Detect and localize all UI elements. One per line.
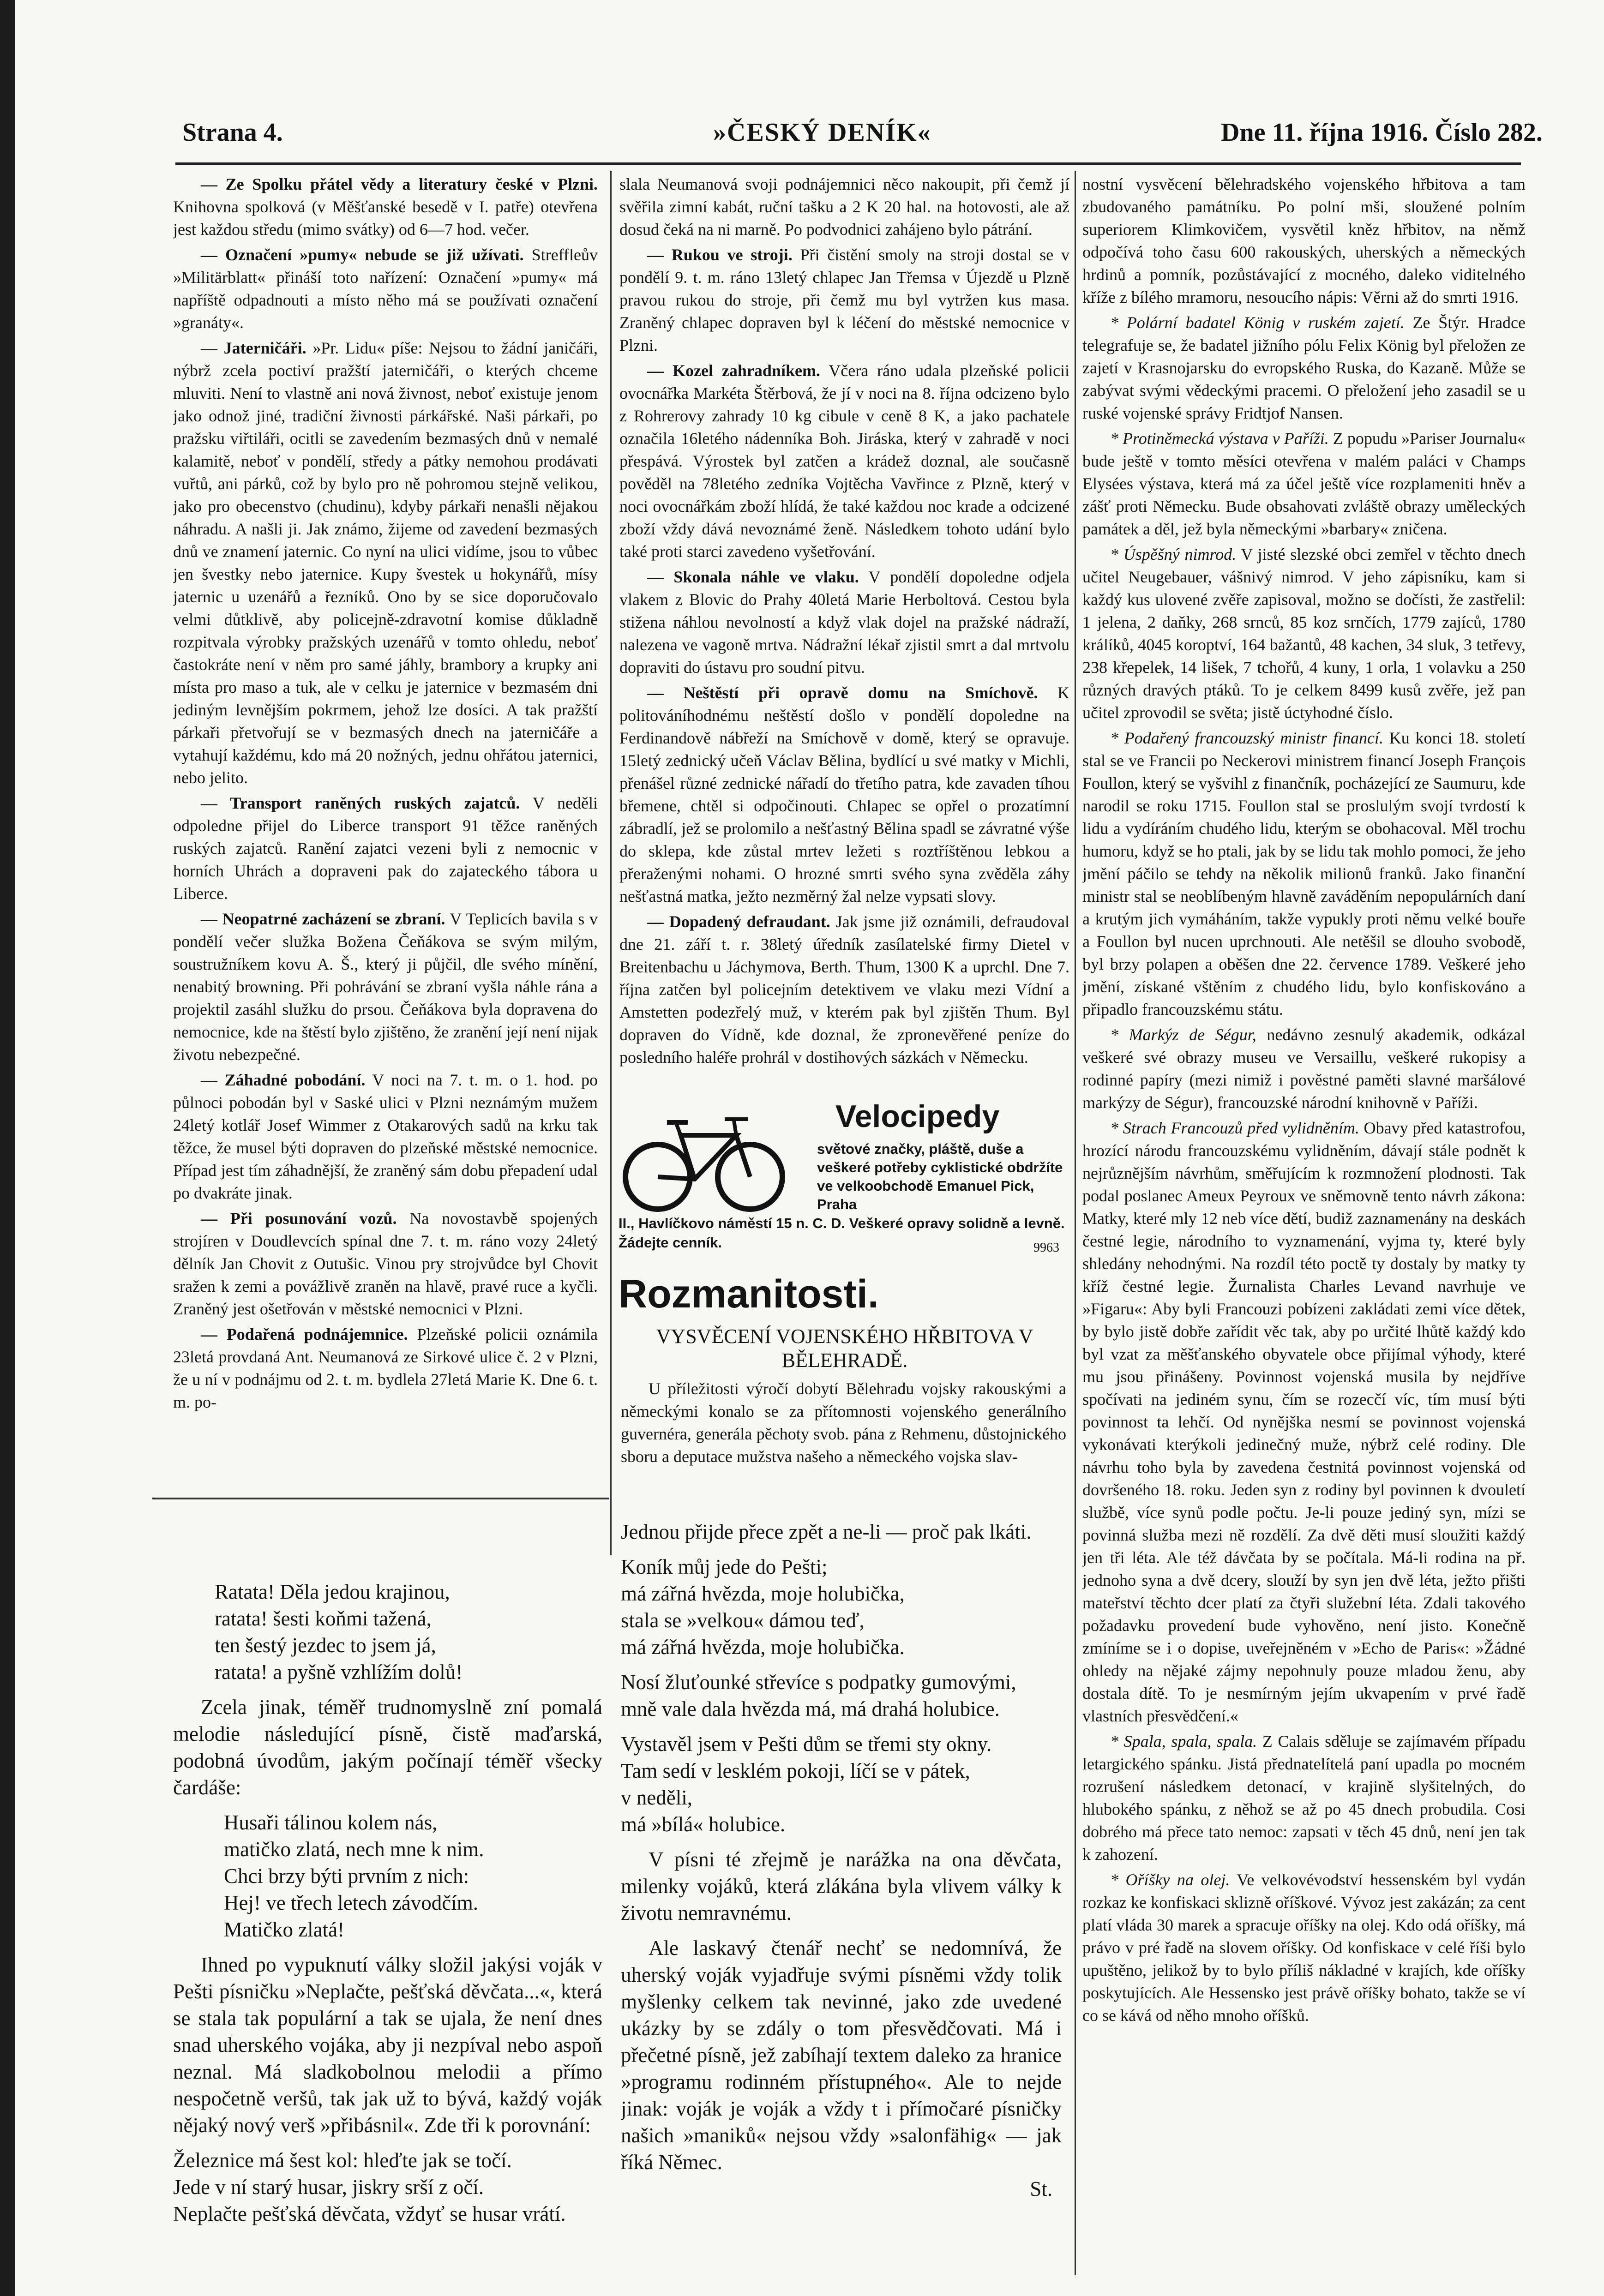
news-item: — Rukou ve stroji. Při čistění smoly na stroji dostal se v pondělí 9. t. m. ráno 13letý chlapec Jan Třemsa v Újezdě u Plzně pravou rukou do stroje, při čemž mu byl vytržen kus masa. Zraněný chlapec dopraven byl k léčení do městské nemocnice v Plzni. — [619, 246, 1069, 354]
section-title: Rozmanitosti. — [619, 1272, 879, 1316]
song-stanza: Vystavěl jsem v Pešti dům se třemi sty okny. Tam sedí v lesklém pokoji, líčí se v pátek, v neděli, má »bílá« holubice. — [621, 1732, 992, 1836]
bicycle-advertisement — [619, 1098, 1069, 1265]
ad-text: světové značky, pláště, duše a veškeré potřeby cyklistické obdržíte ve velkoobchodě Emanuel Pick, Praha — [817, 1141, 1063, 1212]
news-item: — Při posunování vozů. Na novostavbě spojených strojíren v Doudlevcích spínal dne 7. t. m. ráno vozy 24letý dělník Jan Chovit z Outušic. Vinou pry strojvůdce byl Chovit sražen k zemi a povážlivě zraněn na hlavě, pravé ruce a kyčli. Zraněný jest ošetřován v městské nemocnici v Plzni. — [173, 1209, 598, 1318]
news-item: — Skonala náhle ve vlaku. V pondělí dopoledne odjela vlakem z Blovic do Prahy 40letá Marie Herboltová. Cestou byla stižena náhlou nevolností a když vlak dojel na pražské nádraží, nalezena ve vagoně mrtva. Nádražní lékař zjistil smrt a dal mrtvolu dopraviti do ústavu pro soudní pitvu. — [619, 568, 1069, 677]
news-column-2 — [619, 173, 1069, 1115]
news-item: * Úspěšný nimrod. V jisté slezské obci zemřel v těchto dnech učitel Neugebauer, vášnivý nimrod. V jeho zápisníku, kam si každý kus ulovené zvěře zapisoval, možno se dočísti, že zastřelil: 1 jelena, 2 daňky, 268 srnců, 85 koz srnčích, 1779 zajíců, 1780 králíků, 4045 koroptví, 164 bažantů, 48 kachen, 34 sluk, 3 tetřevy, 238 křepelek, 14 lišek, 7 tchořů, 4 kuny, 1 orla, 1 volavku a 250 různých dravých ptáků. To je celkem 8499 kusů zvěře, jež pan učitel zprovodil se světa; jistě úctyhodné číslo. — [1082, 545, 1526, 722]
scan-edge — [0, 0, 15, 2296]
article-paragraph: Ale laskavý čtenář nechť se nedomnívá, že uherský voják vyjadřuje svými písněmi vždy tolik myšlenky celkem tak nevinné, jako zde uvedené ukázky by se zdály o tom přesvědčovati. Má i přečetné písně, jež zabíhají textem daleko za hranice »programu rodinném přístupného«. Ale to nejde jinak: voják je voják a vždy t i přímočaré písničky našich »maniků« nejsou vždy »salonfähig« — jak říká Němec. — [621, 1936, 1062, 2174]
news-item: * Markýz de Ségur, nedávno zesnulý akademik, odkázal veškeré své obrazy museu ve Versaillu, veškeré rukopisy a rodinné papíry (mezi nimiž i pověstné paměti slavné maršálové markýzy de Ségur), francouzské národní knihovně v Paříži. — [1082, 1025, 1526, 1112]
news-item: slala Neumanová svoji podnájemnici něco nakoupit, při čemž jí svěřila zimní kabát, ruční tašku a 2 K 20 hal. na hotovosti, ale až dosud čeká na ni marně. Po podvodnici zahájeno bylo pátrání. — [619, 175, 1069, 239]
news-item: * Spala, spala, spala. Z Calais sděluje se zajímavém případu letargického spánku. Jistá přednatelítelá paní upadla po mocném rozrušení následkem detonací, v krajině slyšitelných, do hlubokého spánku, z něhož se až po 45 dnech probudila. Cosi dobrého má přece tato nemoc: zapsati v těch 45 dnů, není jen tak k zahození. — [1082, 1732, 1526, 1864]
newspaper-title: »ČESKÝ DENÍK« — [713, 118, 931, 147]
news-item: * Podařený francouzský ministr financí. Ku konci 18. století stal se ve Francii po Neckerovi ministrem financí Joseph François Foullon, který se vyšvihl z finančník, pocházející ze Saumuru, kde narodil se roku 1715. Foullon stal se proslulým svojí tvrdostí k lidu a vydíráním chudého lidu, kterým se obohacoval. Měl trochu humoru, když se ho ptali, jak by se lidu tak mohlo pomoci, že jeho jmění páčilo se tehdy na několik milionů franků. Jako finanční ministr stal se neoblíbeným hlavně zaváděním nepopulárních daní a krutým jich vymáháním, takže vypukly proti němu velké bouře a Foullon byl nucen uprchnouti. Ale netěšil se dlouho svobodě, byl brzy polapen a oběšen dne 22. července 1789. Veškeré jeho jmění, získané vštěním z chudého lidu, bylo konfiskováno a připadlo francouzskému státu. — [1082, 729, 1526, 1019]
news-column-1 — [173, 173, 598, 1481]
page-number: Strana 4. — [182, 118, 283, 147]
news-item: — Ze Spolku přátel vědy a literatury české v Plzni. Knihovna spolková (v Měšťanské besedě v I. patře) otevřena jest každou středu (mimo svátky) od 6—7 hod. večer. — [173, 175, 598, 239]
news-item: — Kozel zahradníkem. Včera ráno udala plzeňské policii ovocnářka Markéta Štěrbová, že jí v noci na 8. října odcizeno bylo z Rohrerovy zahrady 10 kg cibule v ceně 8 K, a jako pachatele označila 16letého nádenníka Boh. Jiráska, který v zahradě v noci přespává. Výrostek byl zatčen a krádež doznal, ale současně pověděl na 78letého zedníka Vojtěcha Vavřince z Plzně, který v noci ovocnářkám zboží hlídá, že také každou noc krade a odcizené zboží vždy dává nevoznámé ženě. Následkem tohoto udání bylo také proti starci zavedeno vyšetřování. — [619, 361, 1069, 561]
bicycle-icon — [621, 1103, 787, 1214]
news-item: — Dopadený defraudant. Jak jsme již oznámili, defraudoval dne 21. září t. r. 38letý úředník zasílatelské firmy Dietel v Breitenbachu u Jáchymova, Berth. Thum, 1300 K a uprchl. Dne 7. října zatčen byl policejním detektivem ve vlaku mezi Vídní a Amstetten podezřelý muž, v kterém pak byl zjištěn Thum. Byl dopraven do Vídně, kde doznal, že zpronevěřené peníze do posledního haléře prohrál v dostihových sázkách v Německu. — [619, 912, 1069, 1067]
ad-address: II., Havlíčkovo náměstí 15 n. C. D. Veškeré opravy solidně a levně. Žádejte cenník. — [619, 1215, 1065, 1251]
news-item: * Oříšky na olej. Ve velkovévodství hessenském byl vydán rozkaz ke konfiskaci sklizně oříškové. Vývoz jest zakázán; za cent platí vláda 30 marek a spracuje oříšky na olej. Kdo odá oříšky, má právo v pré řadě na slovem oříšky. Od konfiskace v celé říši bylo upuštěno, jelikož by to bylo příliš nákladné v krajích, kde oříšky poskytujících. Ale Hessensko jest právě oříšky bohato, takže se ví co se kává od něho mnoho oříšků. — [1082, 1870, 1526, 2025]
news-column-3 — [1082, 173, 1526, 2250]
article-heading: VYSVĚCENÍ VOJENSKÉHO HŘBITOVA V BĚLEHRADĚ. — [656, 1325, 1033, 1372]
article-paragraph: V písni té zřejmě je narážka na ona děvčata, milenky vojáků, která zlákána byla vlivem války k životu nemravnému. — [621, 1848, 1062, 1924]
article-paragraph: Zcela jinak, téměř trudnomyslně zní pomalá melodie následující písně, čistě maďarská, podobná úvodům, jakým počínají téměř všecky čardáše: — [173, 1696, 602, 1799]
news-item: — Podařená podnájemnice. Plzeňské policii oznámila 23letá provdaná Ant. Neumanová ze Sirkové ulice č. 2 v Plzni, že u ní v podnájmu od 2. t. m. bydlela 27letá Marie K. Dne 6. t. m. po- — [173, 1325, 598, 1411]
news-item: — Neopatrné zacházení se zbraní. V Teplicích bavila s v pondělí večer služka Božena Čeňákova se svým milým, soustružníkem kovu A. Š., který ji půjčil, dle svého mínění, nenabitý browning. Při pohrávání se zbraní vyšla náhle rána a projektil zasáhl služku do prsou. Čeňákova byla dopravena do nemocnice, kde na štěstí bylo zjištěno, že zranění její není nijak životu nebezpečné. — [173, 910, 598, 1064]
news-item: — Jaterničáři. »Pr. Lidu« píše: Nejsou to žádní janičáři, nýbrž zcela poctiví pražští jaterničáři, o kterých chceme mluviti. Není to vlastně ani nová živnost, neboť existuje jenom jako odnož jiné, tradiční živnosti párkářské. Naši párkaři, po pražsku viřtiláři, ocitli se zavedením bezmasých dnů v nemalé kalamitě, neboť v pondělí, středy a pátky nemohou prodávati vuřtů, ani párků, což by bylo pro ně pohromou stejně velikou, jako pro obecenstvo (chudinu), kdyby párkaři nenašli nějakou náhradu. A našli ji. Jak známo, žijeme od zavedení bezmasých dnů ve znamení jaternic. Co nyní na ulici vidíme, jsou to vůbec jen švestky nebo jaternice. Kupy švestek u hokynářů, mísy jaternic u uzenářů a řezníků. Ono by se sice doporučovalo velmi důtklivě, aby policejně-zdravotní komise důkladně rozpitvala výrobky pražských uzenářů v tomto ohledu, neboť častokráte není v něm pro samé jáhly, brambory a krupky ani místa pro maso a tuk, ale v celku je jaternice v bezmasém dni jediným levnějším pokrmem, jehož lze dosíci. A tak pražští párkaři přetvořují se v bezmasých dnech na jaterničáře a vytahují každému, kdo má 20 nožných, jednu ohřátou jaternici, nebo jelito. — [173, 339, 598, 787]
article-body: U příležitosti výročí dobytí Bělehradu vojsky rakouskými a německými konalo se za přítomnosti vojenského generálního guvernéra, generála pěchoty svob. pána z Rehmenu, důstojnického sboru a deputace mužstva našeho a německého vojska slav- — [621, 1379, 1066, 1466]
ad-number: 9963 — [1033, 1241, 1059, 1255]
news-item: * Protiněmecká výstava v Paříži. Z popudu »Pariser Journalu« bude ještě v tomto měsíci otevřena v malém paláci v Champs Elysées výstava, která má za účel ještě více rozplameniti hněv a zášť proti Německu. Bude obsahovati zvláště obrazy uměleckých památek a děl, jež byla německými »barbary« zničena. — [1082, 429, 1526, 538]
song-stanza: Ratata! Děla jedou krajinou, ratata! šesti koňmi tažená, ten šestý jezdec to jsem já, ratata! a pyšně vzhlížím dolů! — [215, 1580, 463, 1684]
author-signature: St. — [1030, 2177, 1052, 2200]
article-paragraph: Ihned po vypuknutí války složil jakýsi voják v Pešti písničku »Neplačte, pešťská děvčata...«, která se stala tak populární a tak se ujala, že není dnes snad uherského vojáka, aby ji nezpíval nebo aspoň neznal. Má sladkobolnou melodii a přímo nespočetně veršů, tak jak už to bývá, každý voják nějaký nový verš »přibásnil«. Zde tři k porovnání: — [173, 1953, 602, 2137]
song-stanza: Nosí žluťounké střevíce s podpatky gumovými, mně vale dala hvězda má, má drahá holubice. — [621, 1671, 1016, 1721]
news-item: — Transport raněných ruských zajatců. V neděli odpoledne přijel do Liberce transport 91 těžce raněných ruských zajatců. Ranění zajatci vezeni byli z nemocnic v horních Uhrách a dopraveni pak do zajateckého tábora u Liberce. — [173, 794, 598, 903]
song-stanza: Jednou přijde přece zpět a ne-li — proč pak lkáti. — [621, 1520, 1032, 1543]
song-stanza: Železnice má šest kol: hleďte jak se točí. Jede v ní starý husar, jiskry srší z očí. Neplačte pešťská děvčata, vždyť se husar vrátí. — [173, 2149, 566, 2225]
column-divider — [610, 171, 612, 1555]
song-stanza: Husaři tálinou kolem nás, matičko zlatá, nech mne k nim. Chci brzy býti prvním z nich: Hej! ve třech letech závodčím. Matičko zlatá! — [224, 1811, 484, 1941]
issue-date: Dne 11. října 1916. Číslo 282. — [1221, 118, 1543, 147]
section-rule — [152, 1498, 609, 1499]
song-stanza: Koník můj jede do Pešti; má zářná hvězda, moje holubička, stala se »velkou« dámou teď, má zářná hvězda, moje holubička. — [621, 1555, 905, 1659]
news-item: — Záhadné pobodání. V noci na 7. t. m. o 1. hod. po půlnoci pobodán byl v Saské ulici v Plzni neznámým mužem 24letý kotlář Josef Wimmer z Otakarových sadů na krku tak těžce, že musel býti dopraven do plzeňské městské nemocnice. Případ jest tím záhadnější, že zraněný sám dobu přepadení udal po dvakráte jinak. — [173, 1071, 598, 1202]
header-rule — [175, 162, 1521, 165]
news-item: nostní vysvěcení bělehradského vojenského hřbitova a tam zbudovaného památníku. Po polní mši, sloužené polním superiorem Klimkovičem, vysvětil kněz hřbitov, na němž odpočívá toho času 600 rakouských, uherských a německých hrdinů a pomník, pozůstávající z mocného, daleko viditelného kříže z bílého mramoru, nesoucího nápis: Věrni až do smrti 1916. — [1082, 175, 1526, 306]
song-article-right — [621, 1518, 1062, 2275]
news-item: — Označení »pumy« nebude se již užívati. Streffleův »Militärblatt« přináší toto nařízení: Označení »pumy« má napříště odpadnouti a místo něho má se používati označení »granáty«. — [173, 246, 598, 332]
news-item: — Neštěstí při opravě domu na Smíchově. K politováníhodnému neštěstí došlo v pondělí dopoledne na Ferdinandově nábřeží na Smíchově v domě, který se opravuje. 15letý zednický učeň Václav Bělina, bydlící u své matky v Michli, přenášel různé zednické nářadí do třetího patra, kde zavaden tíhou břemene, chtěl si odpočinouti. Chlapec se opřel o prozatímní zábradlí, jež se prolomilo a nešťastný Bělina spadl se závratné výše do sklepa, kde zůstal mrtev ležeti s roztříštěnou lebkou a přeraženými nohami. O hrozné smrti svého syna zvěděla záhy nešťastná matka, ježto nezměrný žal nelze vypsati slovy. — [619, 683, 1069, 905]
song-article-left — [173, 1578, 602, 2275]
news-item: * Strach Francouzů před vylidněním. Obavy před katastrofou, hrozící národu francouzskému vylidněním, dávají stále podnět k nejrůznějším návrhům, směřujícím k rozmnožení plodnosti. Tak podal poslanec Ameux Peyroux ve sněmovně tento návrh zákona: Matky, které mly 12 neb více dětí, budiž zaznamenány na deskách čestné legie, národního to vyznamenání, vyjma ty, které byly shledány nehodnými. Na rozdíl této poctě ty dostaly by matky ty kříž čestné legie. Žurnalista Charles Levand navrhuje ve »Figaru«: Aby byli Francouzi pobízeni zakládati zemi více dětek, by bylo jistě dobře zařídit věc tak, aby po určité lhůtě každý kdo byl vzat za měšťanského obyvatele obce přijímal výhody, které mu jsou přinášeny. Povinnost vojenská musila by nejdříve spočívati na jediném synu, čím se rozecčí víc, tím musí býti povinnost ta lehčí. Od nynějška nesmí se povinnost vojenská vykonávati kterýkoli jedinečný muže, nýbrž celé rodiny. Dle návrhu toho byla by zavedena čestnitá povinnost vojenská od dovršeného 18. roku. Jeden syn z rodiny byl povinnen k dvouletí službě, více synů podle počtu. Je-li pouze jediný syn, mízi se povinná služba mezi ně rozdělí. Za dvě děti musí sloužiti každý jen tři léta. Ale též dávčata by se počítala. Má-li rodina na př. jednoho syna a dvě dcery, slouží by syn jen dvě léta, ježto přišti mateřství těchto dcer platí za čtyři služební léta. Zdali takového požadavku provedení bude vyhověno, není jisto. Konečně zmíníme se i o dopise, uveřejněném v »Echo de Paris«: »Žádné ohledy na nějaké zájmy nepohnuly pouze mladou ženu, aby dostala dítě. To je nesmírným jejím ukvapením v prvé řadě vlastních přesvědčení.« — [1082, 1119, 1526, 1725]
news-item: * Polární badatel König v ruském zajetí. Ze Štýr. Hradce telegrafuje se, že badatel jižního pólu Felix König byl přeložen ze zajetí v Krasnojarsku do evropského Ruska, do Kazaně. Může se zabývat svými vědeckými pracemi. O přeložení jeho zasadil se u ruské vojenské správy Fridtjof Nansen. — [1082, 313, 1526, 422]
column-divider — [1075, 171, 1076, 2275]
ad-title: Velocipedy — [835, 1099, 1000, 1134]
